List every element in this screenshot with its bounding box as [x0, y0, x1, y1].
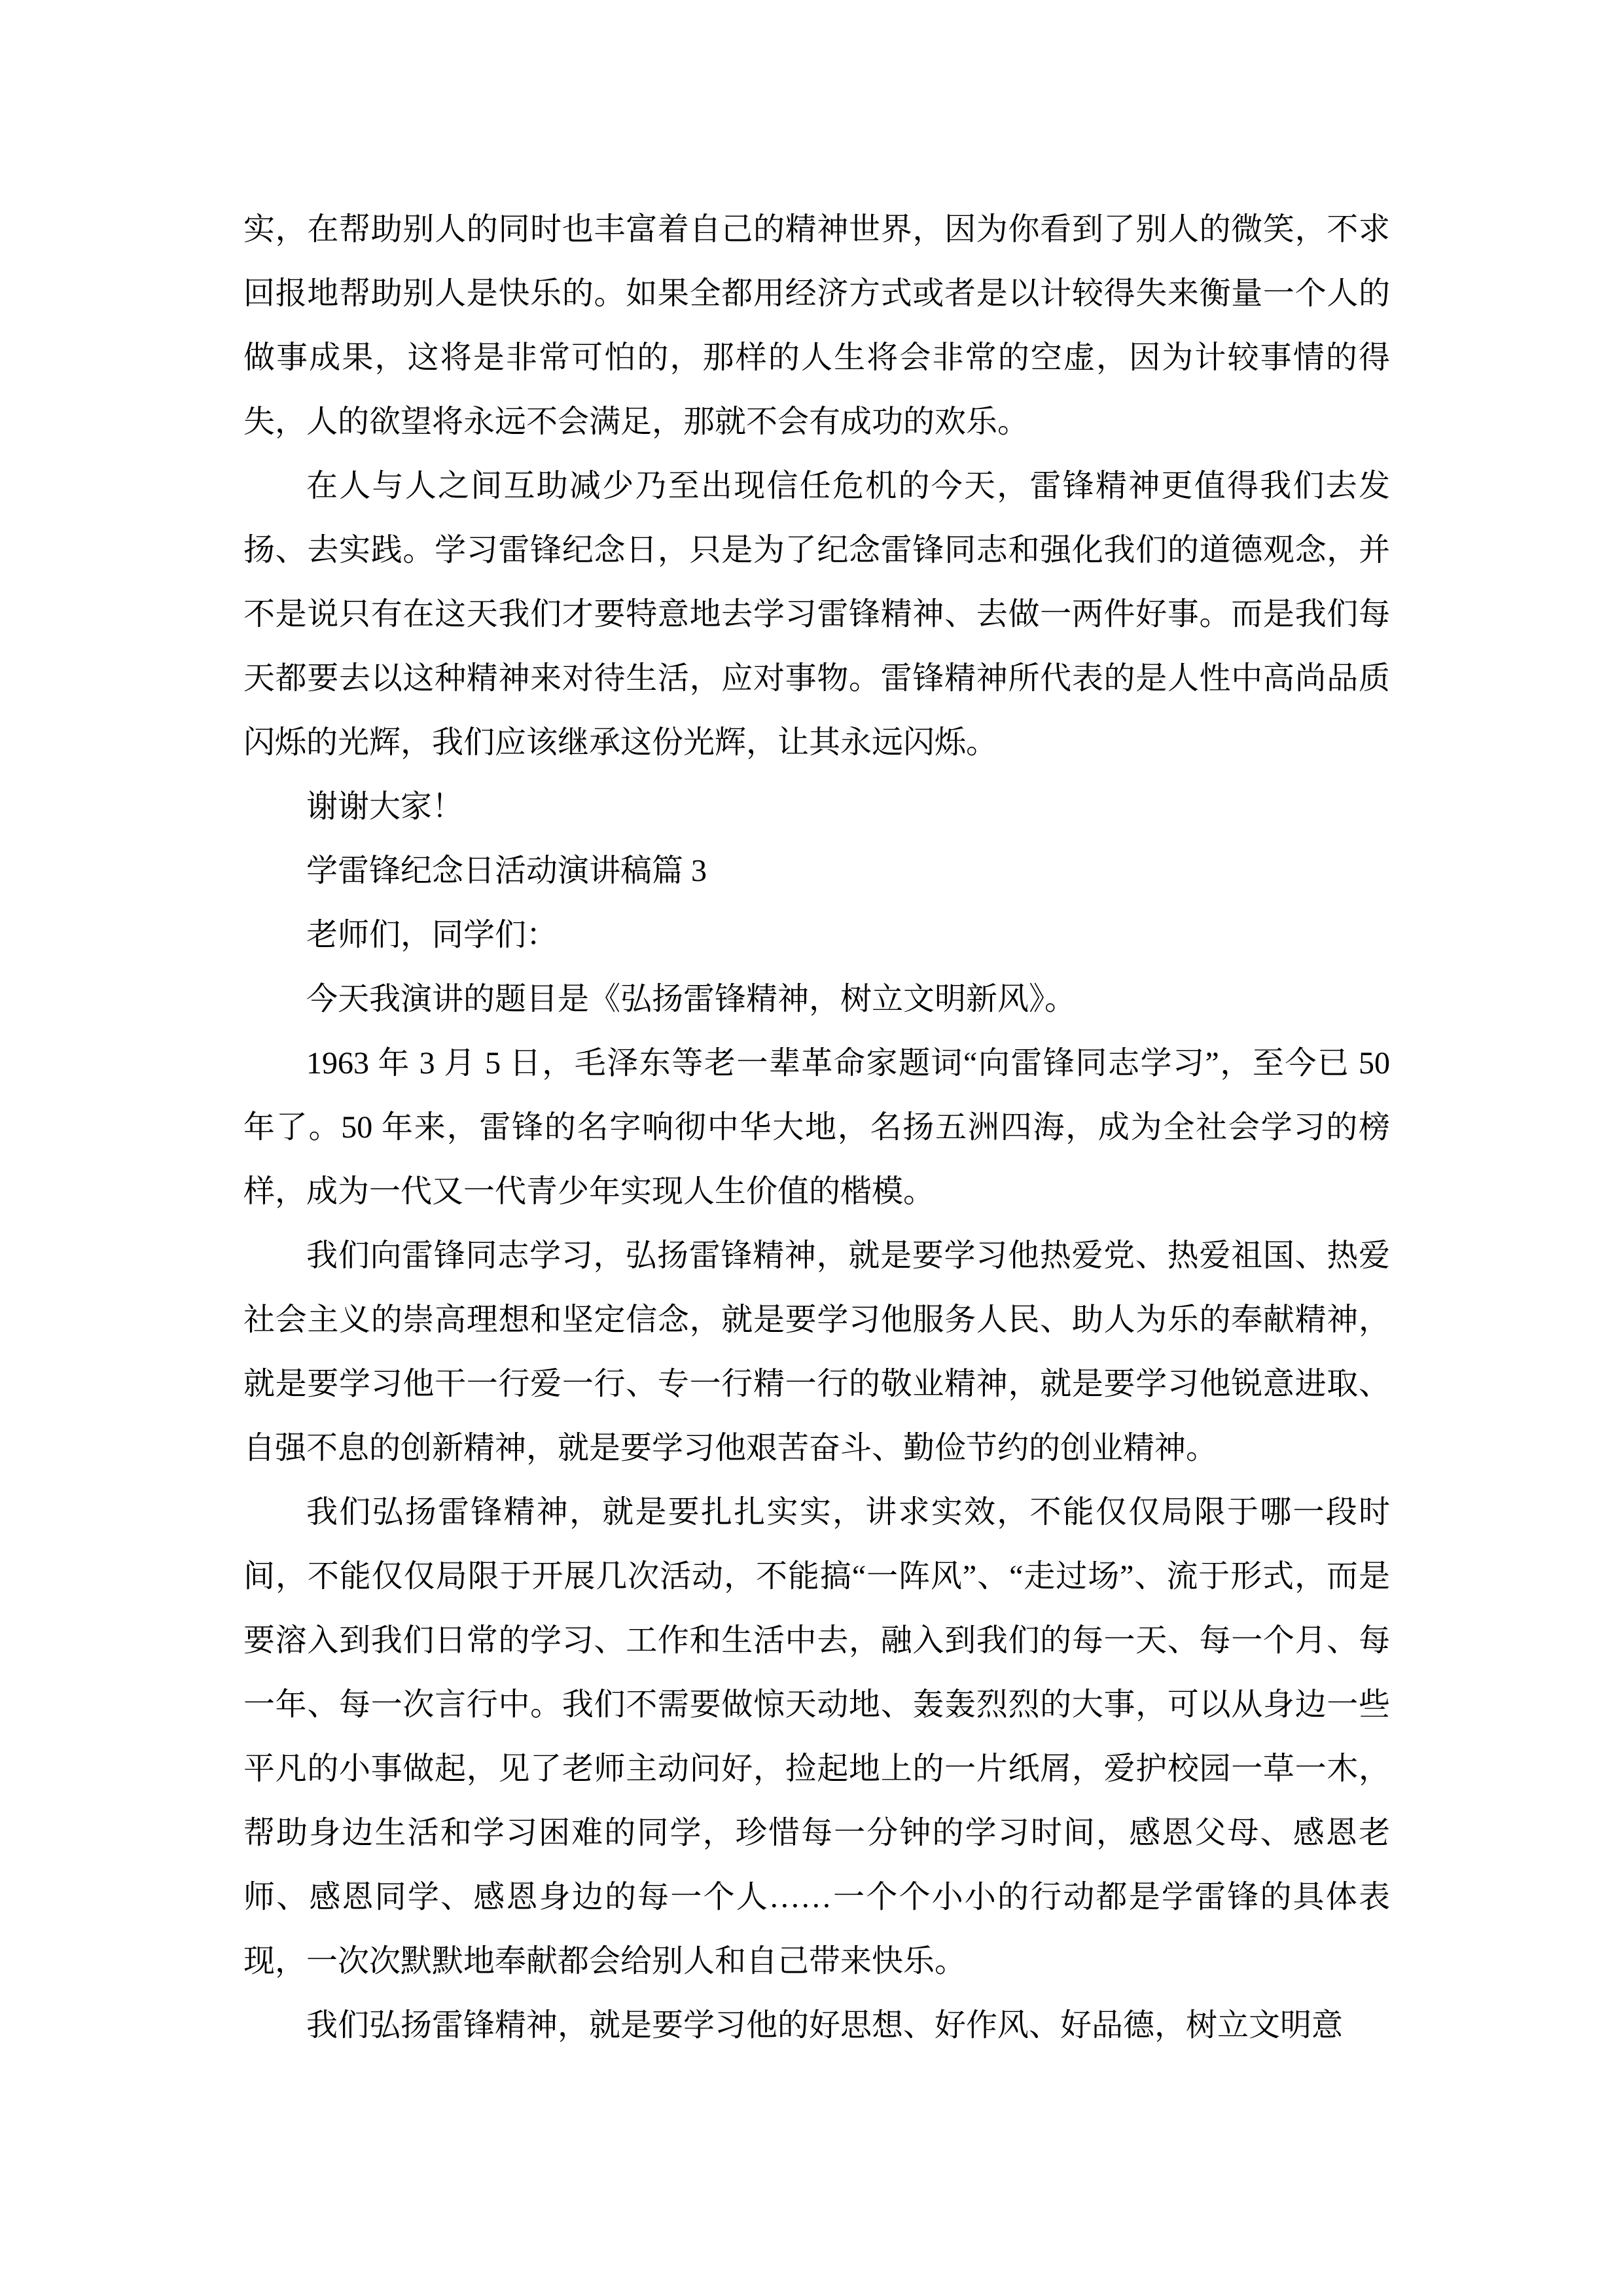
paragraph: 我们弘扬雷锋精神，就是要扎扎实实，讲求实效，不能仅仅局限于哪一段时间，不能仅仅局限于开展几次活动，不能搞“一阵风”、“走过场”、流于形式，而是要溶入到我们日常的学习、工作和生活中去，融入到我们的每一天、每一个月、每一年、每一次言行中。我们不需要做惊天动地、轰轰烈烈的大事，可以从身边一些平凡的小事做起，见了老师主动问好，捡起地上的一片纸屑，爱护校园一草一木，帮助身边生活和学习困难的同学，珍惜每一分钟的学习时间，感恩父母、感恩老师、感恩同学、感恩身边的每一个人……一个个小小的行动都是学雷锋的具体表现，一次次默默地奉献都会给别人和自己带来快乐。: [243, 1495, 1390, 1979]
paragraph-thanks: 谢谢大家！: [306, 789, 464, 824]
paragraph: 1963 年 3 月 5 日，毛泽东等老一辈革命家题词“向雷锋同志学习”，至今已 50 年了。50 年来，雷锋的名字响彻中华大地，名扬五洲四海，成为全社会学习的榜样，成为一代又一代青少年实现人生价值的楷模。: [243, 1046, 1390, 1209]
section-heading: 学雷锋纪念日活动演讲稿篇 3: [306, 853, 707, 888]
paragraph: 我们向雷锋同志学习，弘扬雷锋精神，就是要学习他热爱党、热爱祖国、热爱社会主义的崇高理想和坚定信念，就是要学习他服务人民、助人为乐的奉献精神，就是要学习他干一行爱一行、专一行精一行的敬业精神，就是要学习他锐意进取、自强不息的创新精神，就是要学习他艰苦奋斗、勤俭节约的创业精神。: [243, 1238, 1390, 1465]
paragraph: 在人与人之间互助减少乃至出现信任危机的今天，雷锋精神更值得我们去发扬、去实践。学习雷锋纪念日，只是为了纪念雷锋同志和强化我们的道德观念，并不是说只有在这天我们才要特意地去学习雷锋精神、去做一两件好事。而是我们每天都要去以这种精神来对待生活，应对事物。雷锋精神所代表的是人性中高尚品质闪烁的光辉，我们应该继承这份光辉，让其永远闪烁。: [243, 469, 1390, 760]
paragraph-cutoff: 我们弘扬雷锋精神，就是要学习他的好思想、好作风、好品德，树立文明意: [306, 2008, 1344, 2043]
paragraph-salutation: 老师们，同学们：: [306, 918, 558, 952]
paragraph-continuation: 实，在帮助别人的同时也丰富着自己的精神世界，因为你看到了别人的微笑，不求回报地帮助别人是快乐的。如果全都用经济方式或者是以计较得失来衡量一个人的做事成果，这将是非常可怕的，那样的人生将会非常的空虚，因为计较事情的得失，人的欲望将永远不会满足，那就不会有成功的欢乐。: [243, 212, 1390, 439]
paragraph-speech-title: 今天我演讲的题目是《弘扬雷锋精神，树立文明新风》。: [306, 982, 1077, 1016]
document-body-text: [243, 198, 1390, 2058]
